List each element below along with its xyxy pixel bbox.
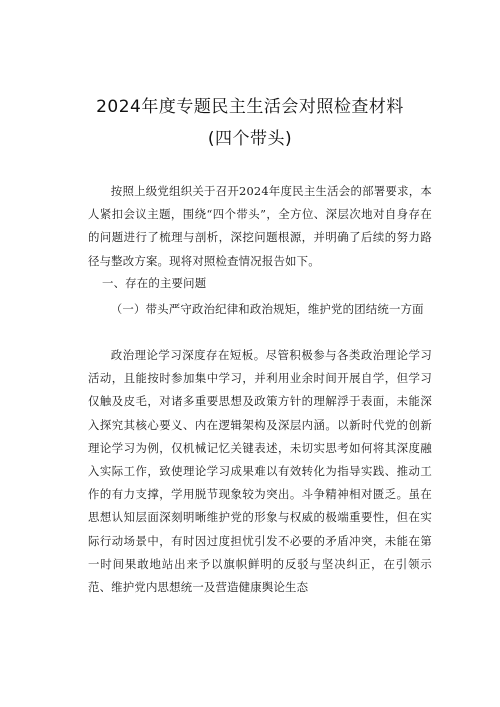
document-title: 2024年度专题民主生活会对照检查材料 [96,97,404,117]
intro-paragraph: 按照上级党组织关于召开2024年度民主生活会的部署要求，本人紧扣会议主题，围绕“四个带头”，全方位、深层次地对自身存在的问题进行了梳理与剖析，深挖问题根源，并明确了后续的努力路径与整改方案。现将对照检查情况报告如下。 [88,184,432,268]
subsection-heading: （一）带头严守政治纪律和政治规矩，维护党的团结统一方面 [110,302,424,316]
document-subtitle: (四个带头) [207,129,293,149]
section-heading: 一、存在的主要问题 [102,276,207,290]
body-paragraph: 政治理论学习深度存在短板。尽管积极参与各类政治理论学习活动，且能按时参加集中学习，并利用业余时间开展自学，但学习仅触及皮毛，对诸多重要思想及政策方针的理解浮于表面，未能深入探究其核心要义、内在逻辑架构及深层内涵。以新时代党的创新理论学习为例，仅机械记忆关键表述，未切实思考如何将其深度融入实际工作，致使理论学习成果难以有效转化为指导实践、推动工作的有力支撑，学用脱节现象较为突出。斗争精神相对匮乏。虽在思想认知层面深刻明晰维护党的形象与权威的极端重要性，但在实际行动场景中，有时因过度担忧引发不必要的矛盾冲突，未能在第一时间果敢地站出来予以旗帜鲜明的反驳与坚决纠正，在引领示范、维护党内思想统一及营造健康舆论生态 [88,348,432,595]
